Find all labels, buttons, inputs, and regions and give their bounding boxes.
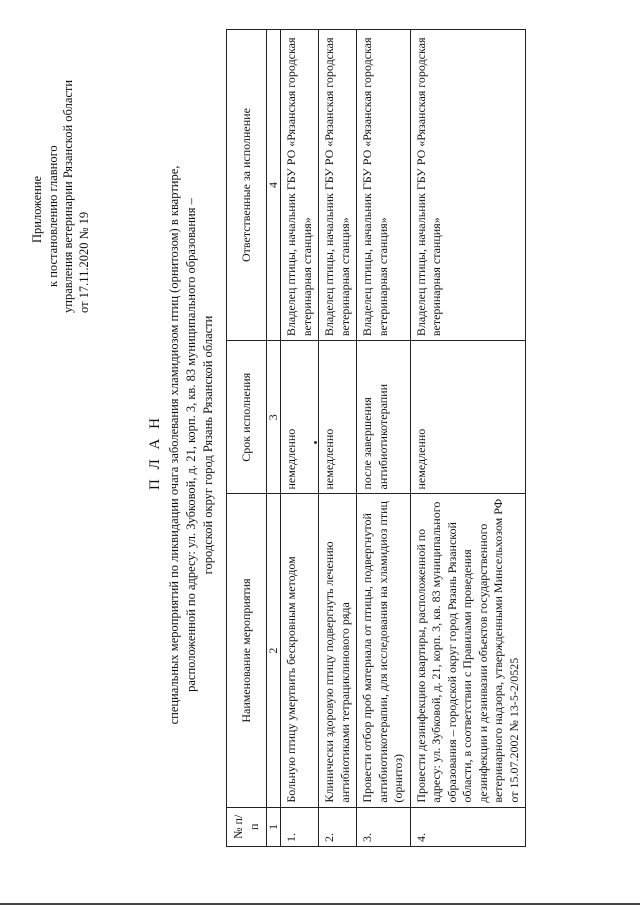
table-row (281, 30, 319, 847)
table-row (357, 30, 411, 847)
row-term: немедленно (410, 341, 526, 494)
table-row (319, 30, 357, 847)
column-number-row (267, 30, 281, 847)
row-num: 2. (319, 807, 357, 846)
appendix-block (30, 80, 92, 313)
row-resp: Владелец птицы, начальник ГБУ РО «Рязанская городская ветеринарная станция» (319, 30, 357, 341)
row-name: Провести дезинфекцию квартиры, расположенной по адресу: ул. Зубковой, д. 21, корп. 3, кв. 83 муниципального образования – городской округ город Рязань Рязанской области, в соответствии с Правилами проведения дезинфекции и дезинвазии объектов государственного ветеринарного надзора, утвержденными Минсельхозом РФ от 15.07.2002 № 13-5-2/0525 (410, 494, 526, 807)
header-resp: Ответственные за исполнение (227, 30, 267, 341)
row-num: 1. (281, 807, 319, 846)
row-name: Провести отбор проб материала от птицы, подвергнутой антибиотикотерапии, для исследования на хламидиоз птиц (орнитоз) (357, 494, 411, 807)
row-term: немедленно (319, 341, 357, 494)
plan-table (226, 29, 526, 847)
column-number: 3 (267, 341, 281, 494)
row-name: Больную птицу умертвить бескровным методом (281, 494, 319, 807)
appendix-line-1: Приложение (30, 175, 44, 243)
column-number: 2 (267, 494, 281, 807)
header-name: Наименование мероприятия (227, 494, 267, 807)
header-num: № п/п (227, 807, 267, 846)
row-resp: Владелец птицы, начальник ГБУ РО «Рязанская городская ветеринарная станция» (357, 30, 411, 341)
subtitle-line-1: специальных мероприятий по ликвидации очага заболевания хламидиозом птиц (орнитозом) в квартире, (167, 165, 181, 725)
page-title: П Л А Н (147, 415, 163, 490)
appendix-line-4: от 17.11.2020 № 19 (76, 211, 91, 313)
appendix-line-2: к постановлению главного (45, 145, 60, 287)
row-resp: Владелец птицы, начальник ГБУ РО «Рязанская городская ветеринарная станция» (281, 30, 319, 341)
table-header-row (227, 30, 267, 847)
plan-subtitle (166, 65, 217, 825)
subtitle-line-3: городской округ город Рязань Рязанской области (201, 315, 215, 575)
header-term: Срок исполнения (227, 341, 267, 494)
row-resp: Владелец птицы, начальник ГБУ РО «Рязанская городская ветеринарная станция» (410, 30, 526, 341)
column-number: 1 (267, 807, 281, 846)
column-number: 4 (267, 30, 281, 341)
table-row (410, 30, 526, 847)
row-term: после завершения антибиотикотерапии (357, 341, 411, 494)
row-name: Клинически здоровую птицу подвергнуть лечению антибиотиками тетрациклинового ряда (319, 494, 357, 807)
scan-speck (314, 441, 317, 444)
row-num: 3. (357, 807, 411, 846)
subtitle-line-2: расположенной по адресу: ул. Зубковой, д. 21, корп. 3, кв. 83 муниципального образования – (184, 198, 198, 692)
row-term: немедленно (281, 341, 319, 494)
row-num: 4. (410, 807, 526, 846)
appendix-line-3: управления ветеринарии Рязанской области (61, 79, 75, 313)
